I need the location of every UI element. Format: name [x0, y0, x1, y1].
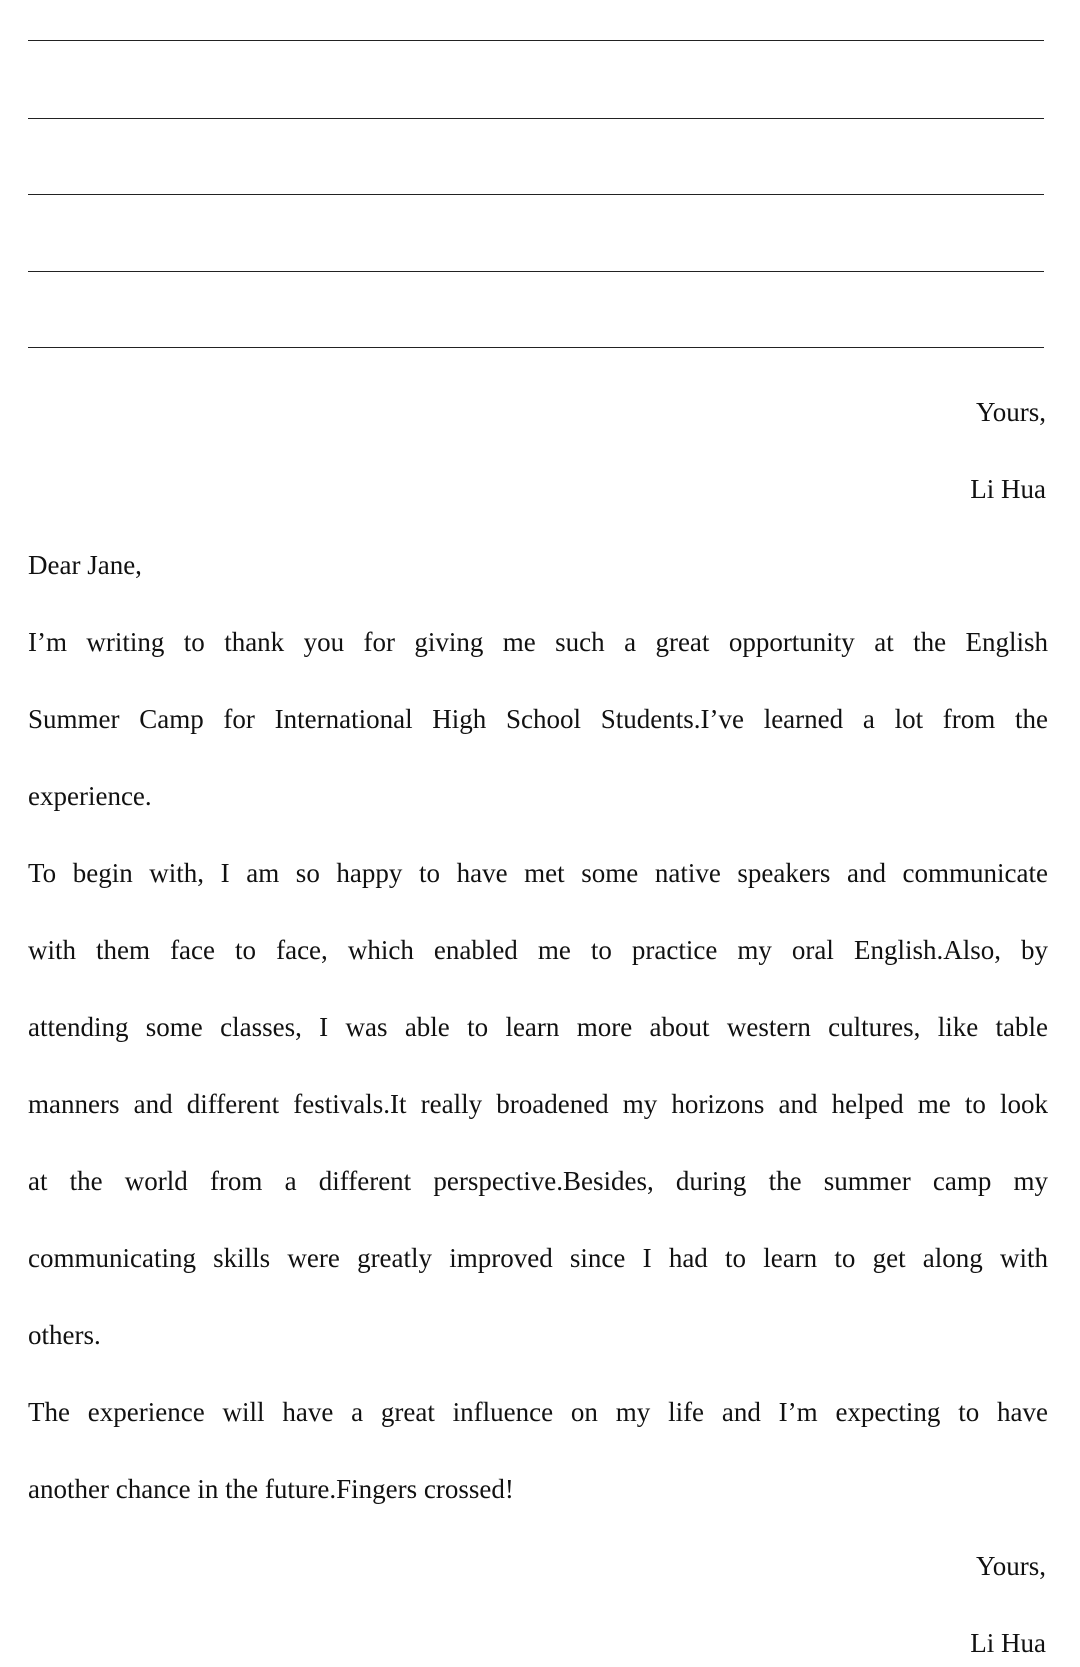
body-line: with them face to face, which enabled me to practice my oral English.Also, by [28, 935, 1048, 965]
body-line: Summer Camp for International High School Students.I’ve learned a lot from the [28, 704, 1048, 734]
blank-writing-line [28, 194, 1044, 195]
body-line: To begin with, I am so happy to have met some native speakers and communicate [28, 858, 1048, 888]
blank-writing-line [28, 347, 1044, 348]
body-line: at the world from a different perspective.Besides, during the summer camp my [28, 1166, 1048, 1196]
salutation: Dear Jane, [28, 550, 142, 580]
closing: Yours, [975, 1551, 1046, 1581]
signature: Li Hua [970, 1628, 1046, 1658]
body-line: manners and different festivals.It really broadened my horizons and helped me to look [28, 1089, 1048, 1119]
blank-writing-line [28, 118, 1044, 119]
body-line: communicating skills were greatly improved since I had to learn to get along with [28, 1243, 1048, 1273]
body-line: another chance in the future.Fingers crossed! [28, 1474, 514, 1504]
blank-writing-line [28, 271, 1044, 272]
body-line: I’m writing to thank you for giving me such a great opportunity at the English [28, 627, 1048, 657]
top-signature: Li Hua [970, 474, 1046, 504]
body-line: The experience will have a great influence on my life and I’m expecting to have [28, 1397, 1048, 1427]
body-line: experience. [28, 781, 152, 811]
blank-writing-line [28, 40, 1044, 41]
body-line: others. [28, 1320, 101, 1350]
top-closing: Yours, [975, 397, 1046, 427]
body-line: attending some classes, I was able to learn more about western cultures, like table [28, 1012, 1048, 1042]
